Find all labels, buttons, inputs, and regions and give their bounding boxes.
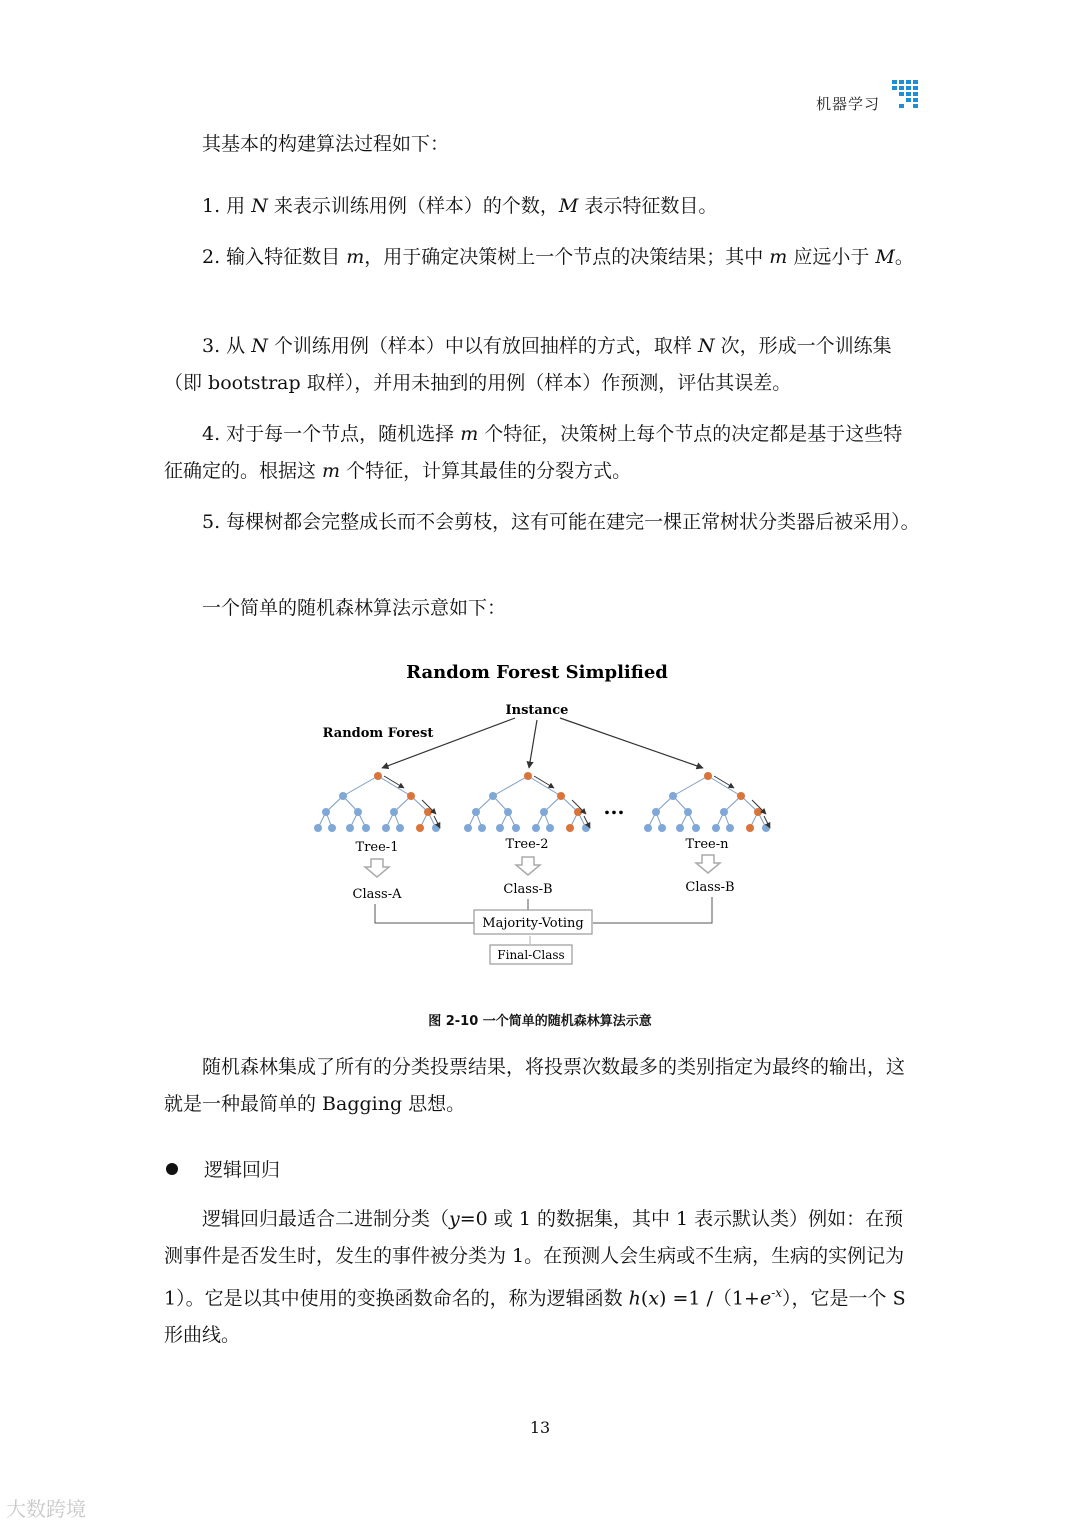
tree-2-node-5	[540, 808, 548, 816]
random-forest-diagram	[300, 652, 800, 972]
tree-n-node-2	[737, 792, 745, 800]
final-class-label: Final-Class	[497, 948, 565, 962]
tree-n-node-3	[652, 808, 660, 816]
tree-1-graph	[314, 772, 440, 832]
tree-2-node-10	[512, 824, 520, 832]
tree-n-node-12	[726, 824, 734, 832]
dot-grid-logo-icon	[892, 80, 918, 108]
tree-2-node-3	[472, 808, 480, 816]
tree-1-edge-0	[343, 776, 378, 796]
intro-paragraph: 其基本的构建算法过程如下：	[202, 133, 450, 155]
tree-n-node-13	[746, 824, 754, 832]
instance-arrow-3	[560, 718, 703, 768]
tree-1-node-11	[382, 824, 390, 832]
tree-2-node-12	[546, 824, 554, 832]
bullet-heading: 逻辑回归	[204, 1159, 281, 1181]
tree-1-down-arrow	[365, 859, 389, 877]
trees-ellipsis: ...	[603, 795, 625, 819]
figure-caption: 图 2-10 一个简单的随机森林算法示意	[428, 1014, 652, 1029]
step-3-paragraph: 3. 从 N 个训练用例（样本）中以有放回抽样的方式，取样 N 次，形成一个训练集（即 bootstrap 取样），并用未抽到的用例（样本）作预测，评估其误差。	[164, 335, 892, 394]
tree-1-node-9	[346, 824, 354, 832]
tree-n-class: Class-B	[685, 880, 735, 895]
tree-1-node-1	[339, 792, 347, 800]
tree-1-node-12	[396, 824, 404, 832]
after-figure-paragraph: 随机森林集成了所有的分类投票结果，将投票次数最多的类别指定为最终的输出，这就是一种最简单的 Bagging 思想。	[164, 1056, 906, 1115]
tree-n-label: Tree-n	[685, 837, 729, 852]
class-b-n-connector	[593, 897, 712, 923]
tree-n-node-1	[669, 792, 677, 800]
instance-arrow-2	[529, 720, 537, 768]
step-5-paragraph: 5. 每棵树都会完整成长而不会剪枝，这有可能在建完一棵正常树状分类器后被采用）。	[202, 511, 920, 533]
majority-voting-label: Majority-Voting	[482, 916, 584, 931]
header-section-title: 机器学习	[816, 95, 881, 113]
tree-n-down-arrow	[696, 855, 720, 873]
tree-2-node-4	[504, 808, 512, 816]
tree-n-node-9	[676, 824, 684, 832]
tree-1-node-4	[354, 808, 362, 816]
tree-1-class: Class-A	[352, 887, 402, 902]
bullet-icon	[166, 1163, 178, 1175]
tree-2-node-13	[566, 824, 574, 832]
tree-2-node-7	[464, 824, 472, 832]
tree-n-node-0	[704, 772, 712, 780]
random-forest-label: Random Forest	[322, 726, 434, 741]
tree-2-label: Tree-2	[505, 837, 549, 852]
tree-n-edge-0	[673, 776, 708, 796]
tree-2-edge-0	[493, 776, 528, 796]
tree-1-node-3	[322, 808, 330, 816]
diagram-title: Random Forest Simplified	[406, 662, 668, 683]
tree-1-node-0	[374, 772, 382, 780]
tree-1-node-10	[362, 824, 370, 832]
tree-2-node-0	[524, 772, 532, 780]
tree-2-node-9	[496, 824, 504, 832]
tree-1-node-2	[407, 792, 415, 800]
tree-1-label: Tree-1	[355, 840, 399, 855]
step-4-paragraph: 4. 对于每一个节点，随机选择 m 个特征，决策树上每个节点的决定都是基于这些特征确定的。根据这 m 个特征，计算其最佳的分裂方式。	[164, 423, 903, 482]
watermark: 大数跨境	[6, 1497, 86, 1521]
tree-2-node-1	[489, 792, 497, 800]
tree-2-node-8	[478, 824, 486, 832]
tree-2-edge-1	[528, 776, 561, 796]
tree-2-down-arrow	[516, 857, 540, 875]
logistic-regression-paragraph: 逻辑回归最适合二进制分类（y=0 或 1 的数据集，其中 1 表示默认类）例如：在预测事件是否发生时，发生的事件被分类为 1。在预测人会生病或不生病，生病的实例记为 1）。它是以其中使用的变换函数命名的，称为逻辑函数 h(x) =1 $/(1+e^{-x})$，它是一个 S 形曲线。	[164, 1208, 906, 1347]
instance-label: Instance	[505, 703, 569, 718]
page-number: 13	[529, 1418, 551, 1437]
tree-1-node-5	[390, 808, 398, 816]
tree-1-edge-1	[378, 776, 411, 796]
step-2-paragraph: 2. 输入特征数目 m，用于确定决策树上一个节点的决策结果；其中 m 应远小于 M。	[202, 246, 914, 268]
tree-n-node-5	[720, 808, 728, 816]
tree-n-node-8	[658, 824, 666, 832]
tree-1-node-7	[314, 824, 322, 832]
figure-intro-paragraph: 一个简单的随机森林算法示意如下：	[202, 597, 507, 619]
tree-1-node-8	[328, 824, 336, 832]
tree-n-graph	[644, 772, 770, 832]
tree-2-node-11	[532, 824, 540, 832]
class-a-connector	[375, 904, 475, 923]
tree-n-node-11	[712, 824, 720, 832]
tree-2-class: Class-B	[503, 882, 553, 897]
step-1-paragraph: 1. 用 N 来表示训练用例（样本）的个数，M 表示特征数目。	[202, 195, 718, 217]
tree-n-edge-1	[708, 776, 741, 796]
tree-1-node-13	[416, 824, 424, 832]
tree-n-node-4	[684, 808, 692, 816]
tree-n-node-10	[692, 824, 700, 832]
tree-n-node-7	[644, 824, 652, 832]
tree-2-node-2	[557, 792, 565, 800]
tree-2-graph	[464, 772, 590, 832]
